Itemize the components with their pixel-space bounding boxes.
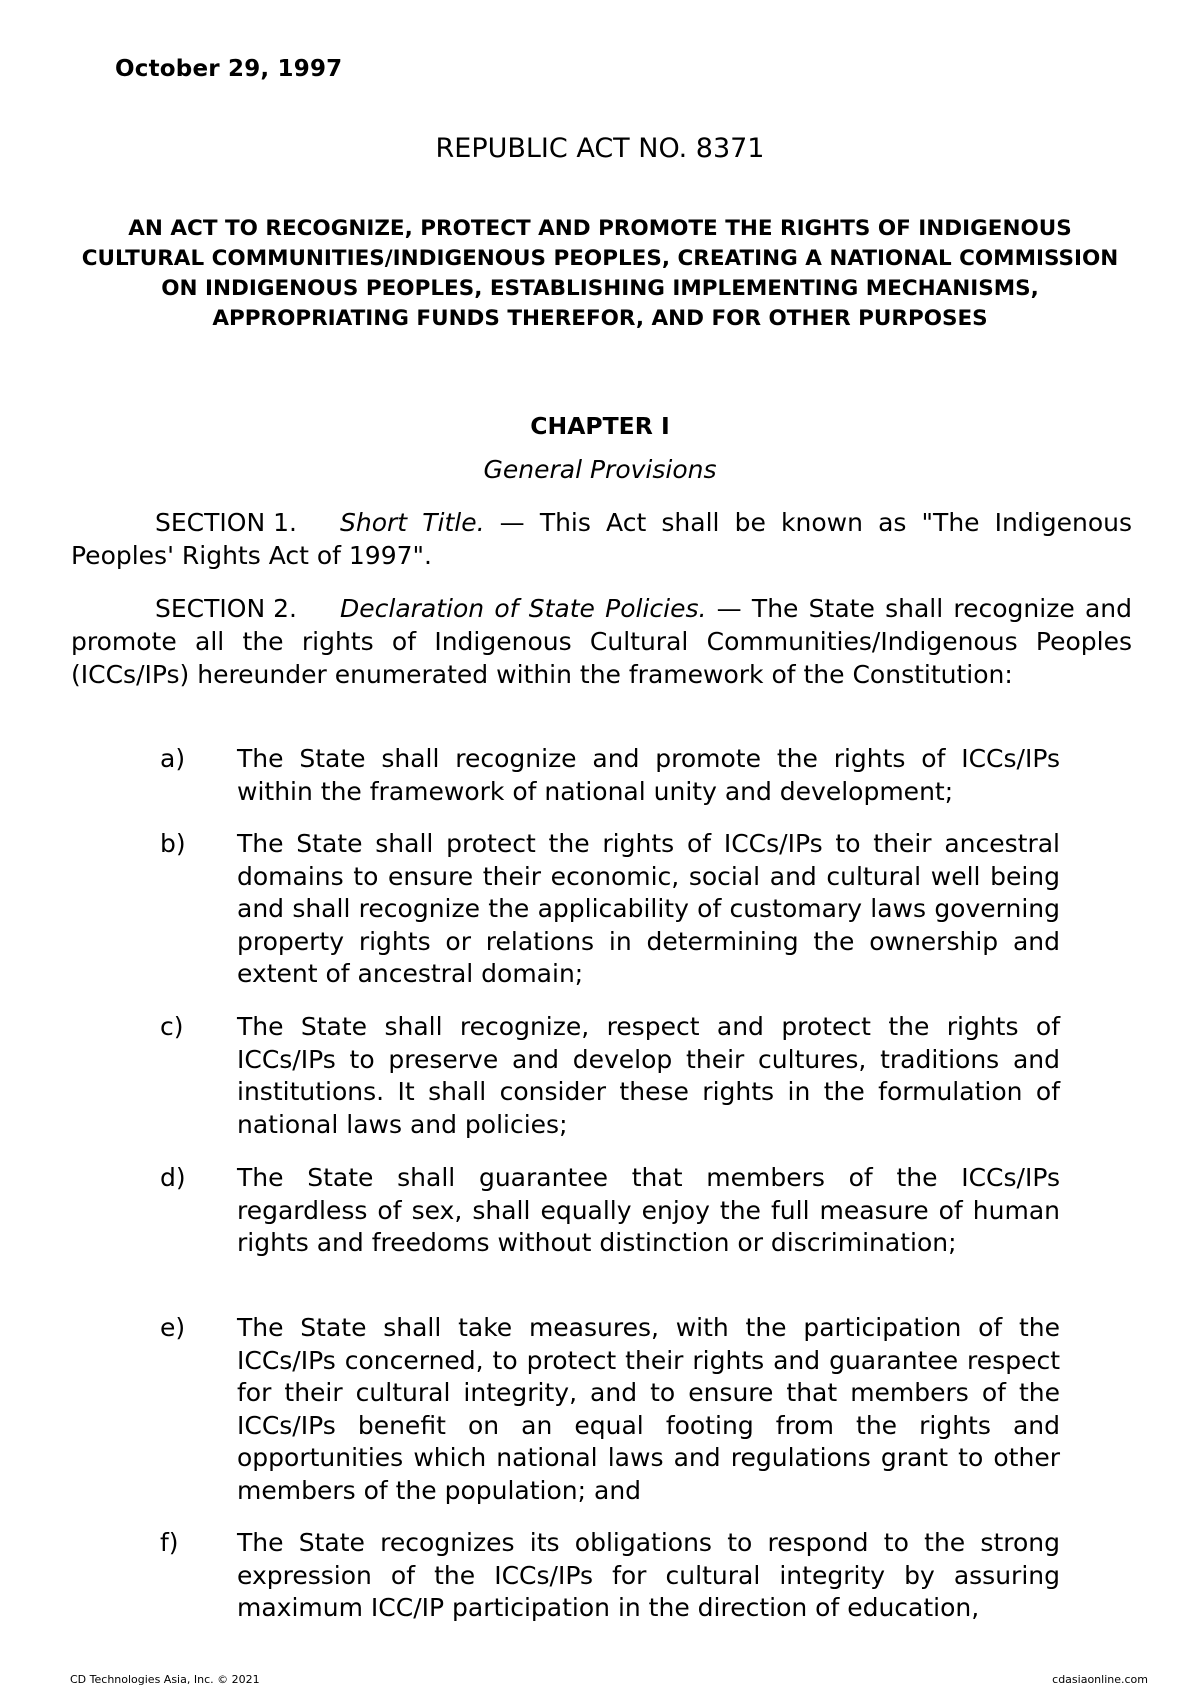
list-item-f <box>160 1527 1060 1625</box>
list-item-label: e) <box>160 1313 186 1342</box>
list-item-d <box>160 1162 1060 1260</box>
list-item-e <box>160 1312 1060 1507</box>
act-number: REPUBLIC ACT NO. 8371 <box>435 133 765 164</box>
section-text: — The State shall recognize and promote all the rights of Indigenous Cultural Communities/Indigenous Peoples (ICCs/IPs) hereunder enumerated within the framework of the Constitution: <box>71 594 1132 689</box>
list-item-label: a) <box>160 744 186 773</box>
list-item-label: d) <box>160 1163 186 1192</box>
footer-copyright: CD Technologies Asia, Inc. © 2021 <box>70 1673 260 1686</box>
list-item-text: The State shall guarantee that members of the ICCs/IPs regardless of sex, shall equally enjoy the full measure of human rights and freedoms without distinction or discrimination; <box>237 1163 1060 1257</box>
section-heading: Short Title. <box>340 508 485 537</box>
chapter-title: CHAPTER I <box>530 412 670 440</box>
list-item-text: The State shall protect the rights of ICCs/IPs to their ancestral domains to ensure their economic, social and cultural well being and shall recognize the applicability of customary laws governing property rights or relations in determining the ownership and extent of ancestral domain; <box>237 829 1060 988</box>
list-item-text: The State recognizes its obligations to respond to the strong expression of the ICCs/IPs for cultural integrity by assuring maximum ICC/IP participation in the direction of education, <box>237 1528 1060 1622</box>
section-2 <box>71 592 1132 691</box>
section-number: SECTION 1. <box>155 508 297 537</box>
section-1 <box>71 506 1132 572</box>
list-item-c <box>160 1011 1060 1141</box>
section-text: — This Act shall be known as "The Indigenous Peoples' Rights Act of 1997". <box>71 508 1132 570</box>
list-item-label: c) <box>160 1012 184 1041</box>
section-number: SECTION 2. <box>155 594 297 623</box>
section-heading: Declaration of State Policies. <box>340 594 707 623</box>
footer-website: cdasiaonline.com <box>1052 1673 1148 1686</box>
list-item-label: b) <box>160 829 186 858</box>
list-item-label: f) <box>160 1528 179 1557</box>
act-title: AN ACT TO RECOGNIZE, PROTECT AND PROMOTE THE RIGHTS OF INDIGENOUS CULTURAL COMMUNITIES/INDIGENOUS PEOPLES, CREATING A NATIONAL COMMISSION ON INDIGENOUS PEOPLES, ESTABLISHING IMPLEMENTING MECHANISMS, APPROPRIATING FUNDS THEREFOR, AND FOR OTHER PURPOSES <box>81 216 1119 331</box>
list-item-a <box>160 743 1060 808</box>
list-item-text: The State shall recognize, respect and protect the rights of ICCs/IPs to preserve and develop their cultures, traditions and institutions. It shall consider these rights in the formulation of national laws and policies; <box>237 1012 1060 1139</box>
list-item-b <box>160 828 1060 991</box>
document-date: October 29, 1997 <box>115 56 343 82</box>
list-item-text: The State shall take measures, with the participation of the ICCs/IPs concerned, to protect their rights and guarantee respect for their cultural integrity, and to ensure that members of the ICCs/IPs benefit on an equal footing from the rights and opportunities which national laws and regulations grant to other members of the population; and <box>237 1313 1060 1505</box>
list-item-text: The State shall recognize and promote the rights of ICCs/IPs within the framework of national unity and development; <box>237 744 1060 806</box>
chapter-subtitle: General Provisions <box>483 455 717 484</box>
